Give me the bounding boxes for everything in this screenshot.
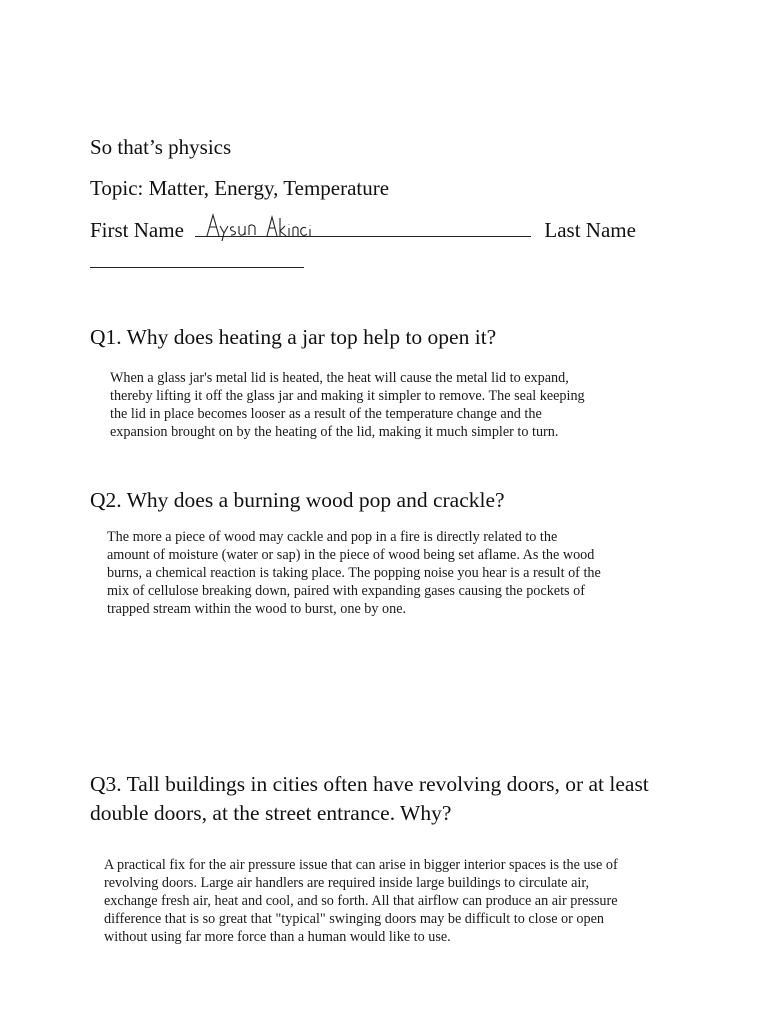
answer-3: A practical fix for the air pressure issue that can arise in bigger interior spaces is the use of revolving doors. Large air handlers are required inside large buildings to circulate air, exchange fresh air, heat and cool, and so forth. All that airflow can produce an air pressure difference that is so great that "typical" swinging doors may be difficult to close or open without using far more force than a human would like to use.: [104, 857, 618, 945]
course-title: So that’s physics: [90, 135, 232, 159]
last-name-field[interactable]: [90, 267, 304, 268]
answer-1: When a glass jar's metal lid is heated, the heat will cause the metal lid to expand, thereby lifting it off the glass jar and making it simpler to remove. The seal keeping the lid in place becomes looser as a result of the temperature change and the expansion brought on by the heating of the lid, making it much simpler to turn.: [110, 370, 585, 440]
question-3: Q3. Tall buildings in cities often have revolving doors, or at least double doors, at the street entrance. Why?: [90, 772, 649, 825]
question-1: Q1. Why does heating a jar top help to open it?: [90, 325, 497, 349]
last-name-label: Last Name: [544, 218, 636, 242]
signature-image: [205, 212, 315, 242]
answer-2: The more a piece of wood may cackle and pop in a fire is directly related to the amount of moisture (water or sap) in the piece of wood being set aflame. As the wood burns, a chemical reaction is taking place. The popping noise you hear is a result of the mix of cellulose breaking down, paired with expanding gases causing the pockets of trapped stream within the wood to burst, one by one.: [107, 529, 601, 617]
first-name-field[interactable]: [195, 216, 531, 237]
name-row: [90, 216, 636, 243]
topic-line: Topic: Matter, Energy, Temperature: [90, 176, 390, 200]
question-2: Q2. Why does a burning wood pop and crackle?: [90, 488, 505, 512]
first-name-label: First Name: [90, 218, 184, 242]
